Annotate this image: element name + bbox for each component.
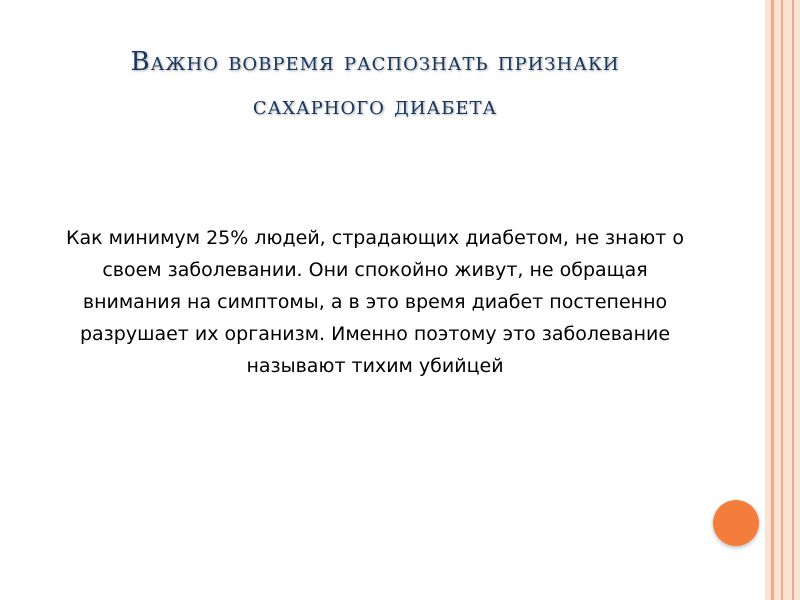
- decorative-stripe: [792, 0, 794, 600]
- decorative-stripe: [781, 0, 783, 600]
- decorative-circle: [713, 500, 759, 546]
- slide-title: Важно вовремя распознать признаки сахарного диабета: [130, 47, 620, 121]
- slide-body-text: Как минимум 25% людей, страдающих диабетом, не знают о своем заболевании. Они спокойно живут, не обращая внимания на симптомы, а в это время диабет постепенно разрушает их организм. Именно поэтому это заболевание называют тихим убийцей: [66, 227, 684, 377]
- decorative-stripe: [771, 0, 774, 600]
